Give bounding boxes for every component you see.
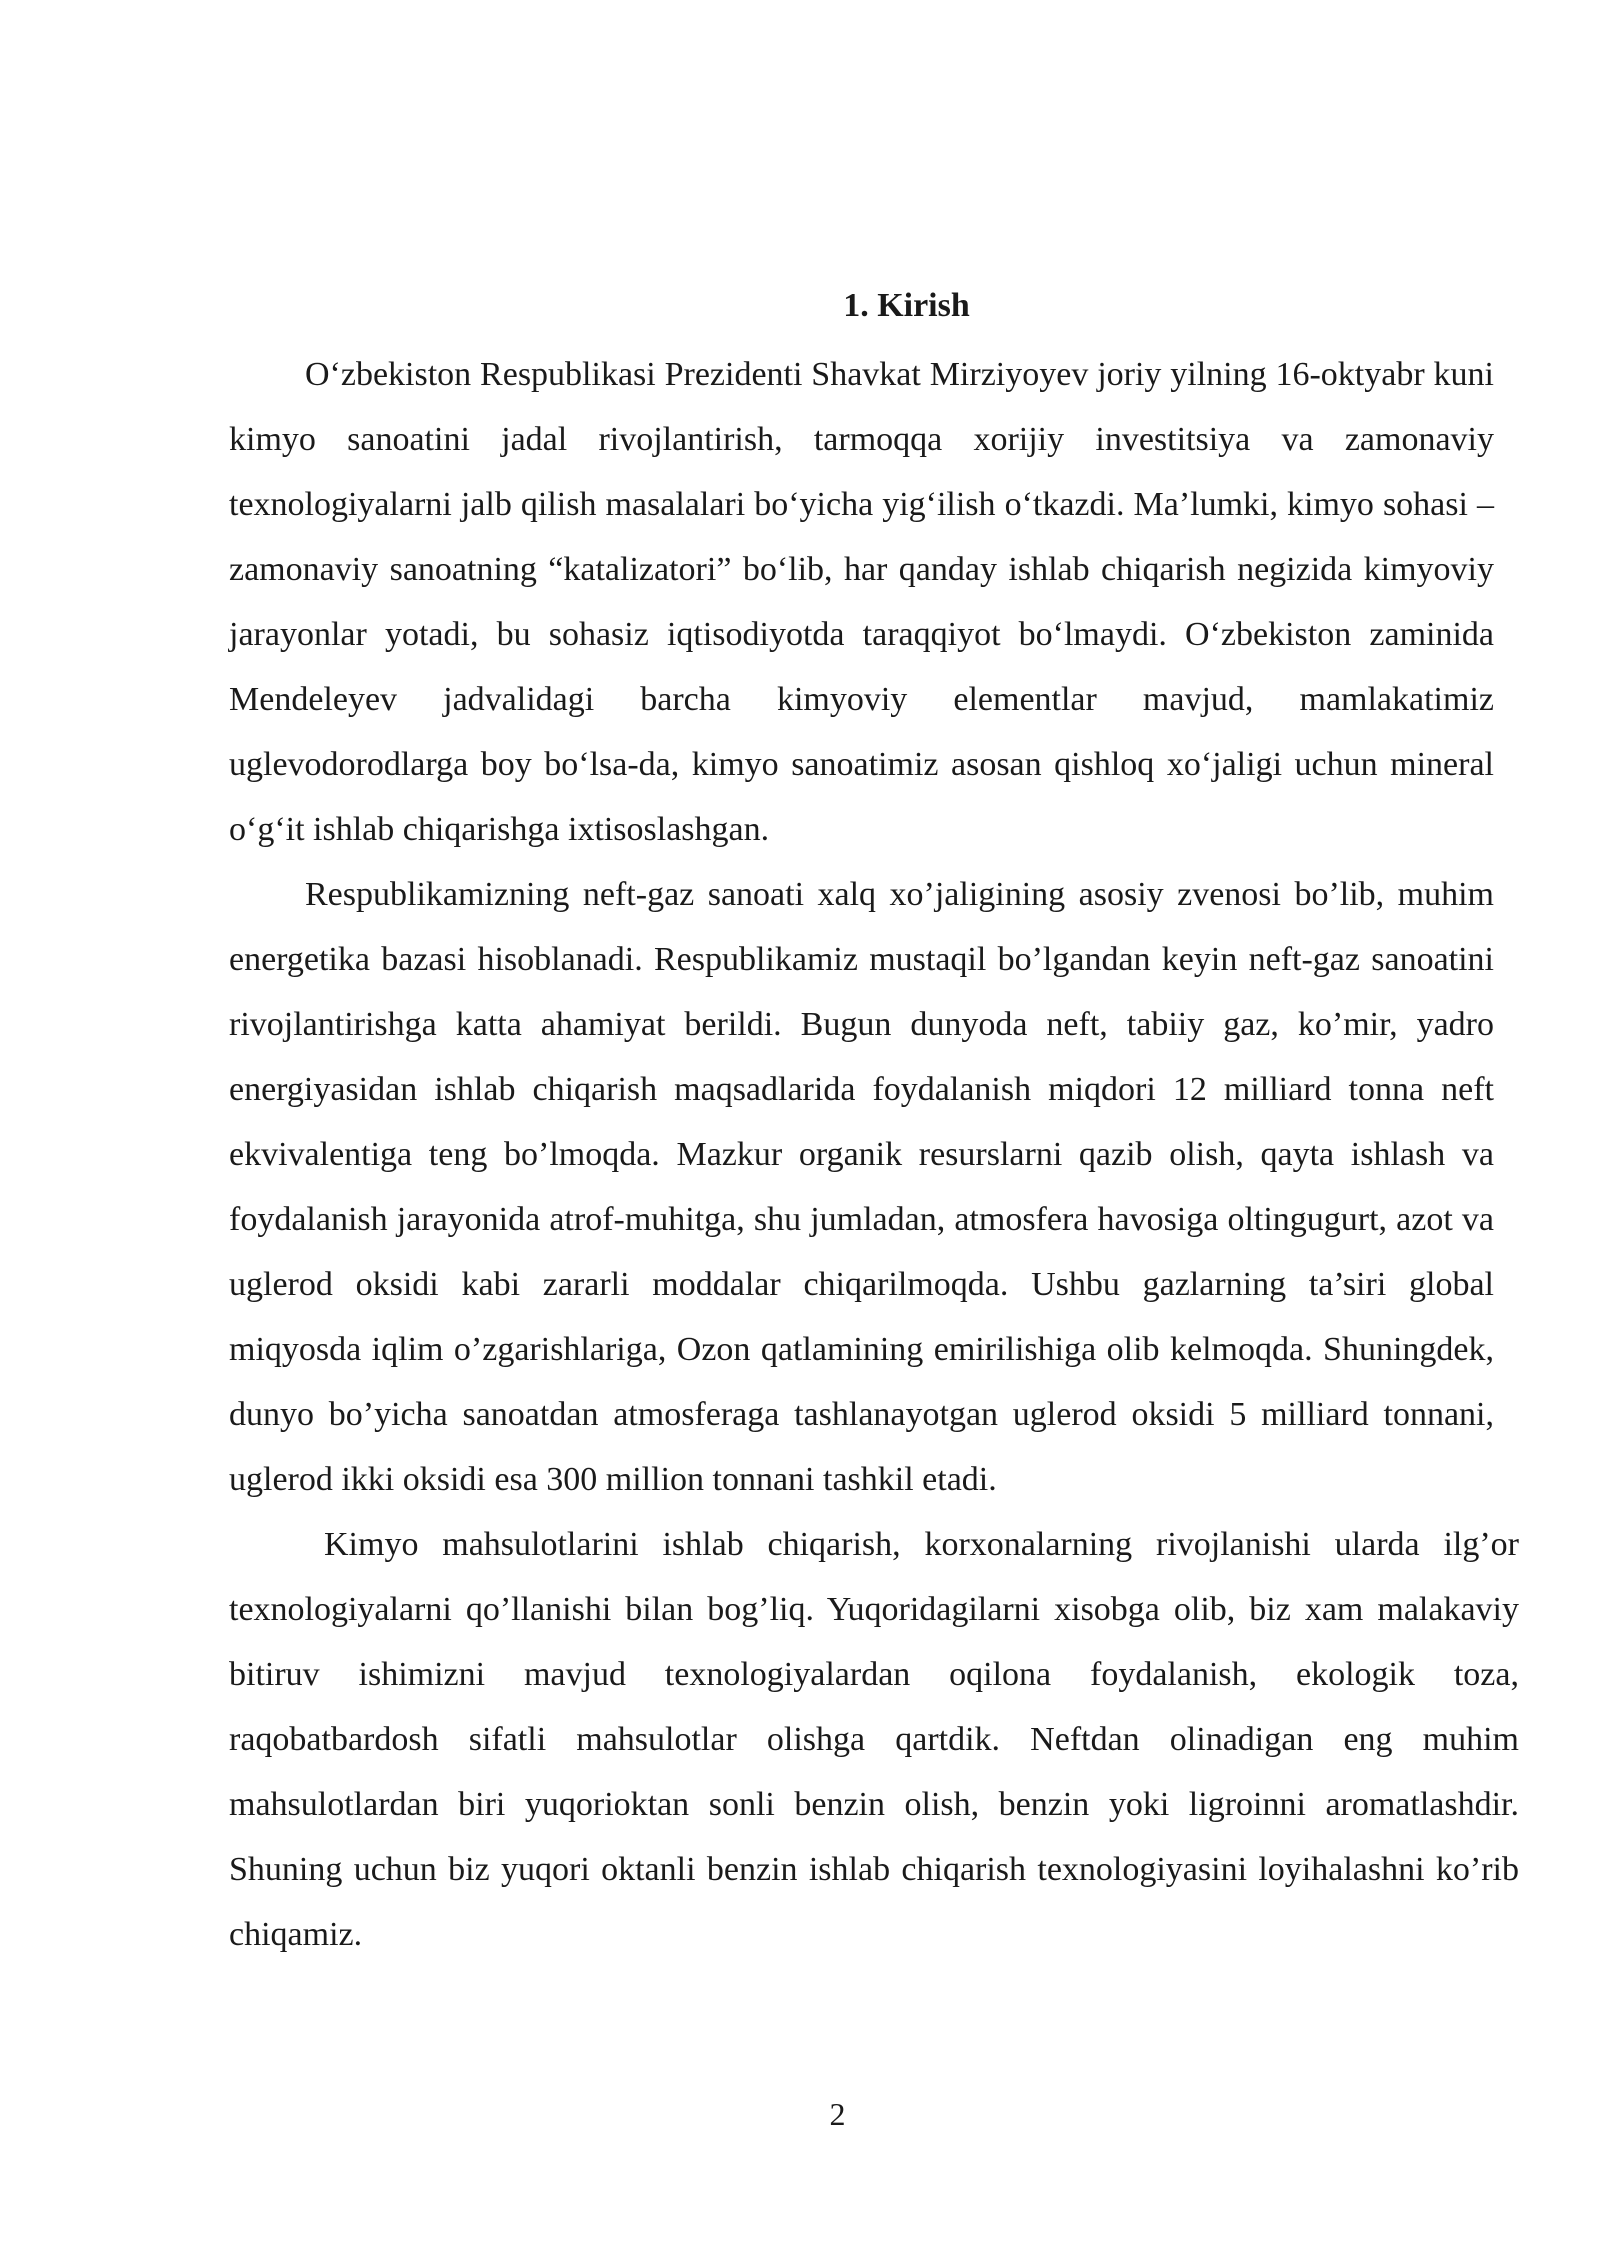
paragraph-3: Kimyo mahsulotlarini ishlab chiqarish, korxonalarning rivojlanishi ularda ilg’or texnologiyalarni qo’llanishi bilan bog’liq. Yuqoridagilarni xisobga olib, biz xam malakaviy bitiruv ishimizni mavjud texnologiyalardan oqilona foydalanish, ekologik toza, raqobatbardosh sifatli mahsulotlar olishga qartdik. Neftdan olinadigan eng muhim mahsulotlardan biri yuqorioktan sonli benzin olish, benzin yoki ligroinni aromatlashdir. Shuning uchun biz yuqori oktanli benzin ishlab chiqarish texnologiyasini loyihalashni ko’rib chiqamiz.: [229, 1526, 1519, 1953]
page-content: [229, 278, 1519, 1967]
paragraph-1: O‘zbekiston Respublikasi Prezidenti Shavkat Mirziyoyev joriy yilning 16-oktyabr kuni kimyo sanoatini jadal rivojlantirish, tarmoqqa xorijiy investitsiya va zamonaviy texnologiyalarni jalb qilish masalalari bo‘yicha yig‘ilish o‘tkazdi. Ma’lumki, kimyo sohasi – zamonaviy sanoatning “katalizatori” bo‘lib, har qanday ishlab chiqarish negizida kimyoviy jarayonlar yotadi, bu sohasiz iqtisodiyotda taraqqiyot bo‘lmaydi. O‘zbekiston zaminida Mendeleyev jadvalidagi barcha kimyoviy elementlar mavjud, mamlakatimiz uglevodorodlarga boy bo‘lsa-da, kimyo sanoatimiz asosan qishloq xo‘jaligi uchun mineral o‘g‘it ishlab chiqarishga ixtisoslashgan.: [229, 356, 1494, 848]
section-heading: 1. Kirish: [843, 287, 970, 324]
paragraph-2: Respublikamizning neft-gaz sanoati xalq xo’jaligining asosiy zvenosi bo’lib, muhim energetika bazasi hisoblanadi. Respublikamiz mustaqil bo’lgandan keyin neft-gaz sanoatini rivojlantirishga katta ahamiyat berildi. Bugun dunyoda neft, tabiiy gaz, ko’mir, yadro energiyasidan ishlab chiqarish maqsadlarida foydalanish miqdori 12 milliard tonna neft ekvivalentiga teng bo’lmoqda. Mazkur organik resurslarni qazib olish, qayta ishlash va foydalanish jarayonida atrof-muhitga, shu jumladan, atmosfera havosiga oltingugurt, azot va uglerod oksidi kabi zararli moddalar chiqarilmoqda. Ushbu gazlarning ta’siri global miqyosda iqlim o’zgarishlariga, Ozon qatlamining emirilishiga olib kelmoqda. Shuningdek, dunyo bo’yicha sanoatdan atmosferaga tashlanayotgan uglerod oksidi 5 milliard tonnani, uglerod ikki oksidi esa 300 million tonnani tashkil etadi.: [229, 876, 1494, 1498]
page-number: 2: [829, 2096, 846, 2132]
